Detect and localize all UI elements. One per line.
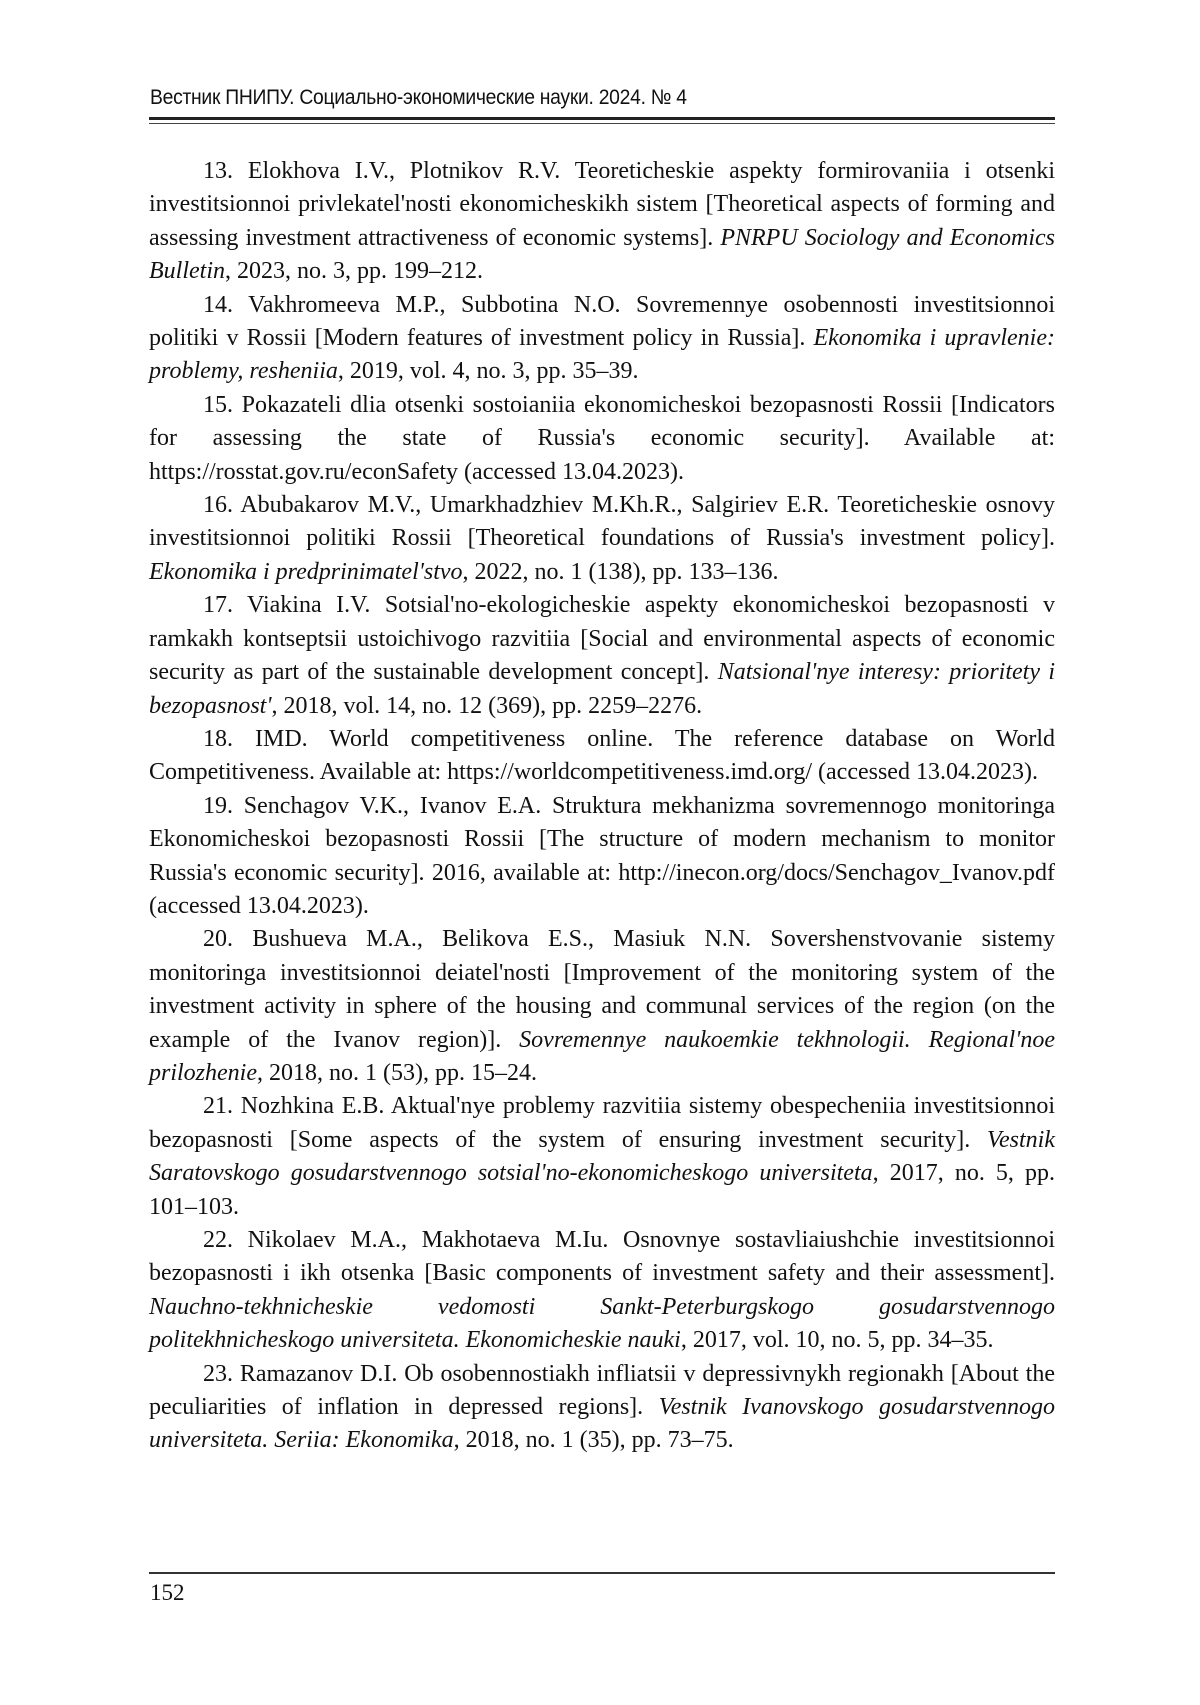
reference-entry [149, 489, 1055, 589]
reference-text: , 2022, no. 1 (138), pp. 133–136. [462, 558, 779, 585]
reference-entry [149, 1224, 1055, 1358]
reference-text: Abubakarov M.V., Umarkhadzhiev M.Kh.R., Salgiriev E.R. Teoreticheskie osnovy investitsionnoi politiki Rossii [Theoretical foundations of Russia's investment policy]. [149, 492, 1055, 552]
reference-text: Viakina I.V. Sotsial'no-ekologicheskie aspekty ekonomicheskoi bezopasnosti v ramkakh kontseptsii ustoichivogo razvitiia [Social and environmental aspects of economic security as part of the sustainable development concept]. [149, 592, 1055, 686]
reference-number: 14. [203, 291, 233, 318]
reference-number: 21. [203, 1093, 233, 1120]
reference-number: 18. [203, 725, 233, 752]
reference-entry [149, 1090, 1055, 1224]
reference-number: 15. [203, 391, 233, 418]
reference-source-title: Ekonomika i upravlenie: problemy, resheniia [149, 325, 1055, 385]
reference-text: Pokazateli dlia otsenki sostoianiia ekonomicheskoi bezopasnosti Rossii [Indicators for assessing the state of Russia's economic security]. Available at: https://rosstat.gov.ru/econSafety (accessed 13.04.2023). [149, 391, 1055, 485]
reference-entry [149, 155, 1055, 289]
reference-number: 19. [203, 792, 233, 819]
reference-text: , 2023, no. 3, pp. 199–212. [224, 258, 483, 285]
running-header: Вестник ПНИПУ. Социально-экономические науки. 2024. № 4 [150, 86, 687, 109]
reference-entry [149, 389, 1055, 489]
reference-text: IMD. World competitiveness online. The reference database on World Competitiveness. Available at: https://worldcompetitiveness.imd.org/ (accessed 13.04.2023). [149, 725, 1055, 786]
reference-text: , 2017, no. 5, pp. 101–103. [149, 1160, 1055, 1220]
reference-number: 22. [203, 1227, 233, 1253]
reference-text: Nozhkina E.B. Aktual'nye problemy razvitiia sistemy obespecheniia investitsionnoi bezopasnosti [Some aspects of the system of ensuring investment security]. [149, 1093, 1055, 1153]
reference-text: , 2017, vol. 10, no. 5, pp. 34–35. [680, 1327, 994, 1354]
footer-rule [149, 1572, 1055, 1574]
reference-entry [149, 1358, 1055, 1458]
reference-source-title: Natsional'nye interesy: prioritety i bezopasnost' [149, 659, 1055, 719]
header-double-rule [149, 117, 1055, 124]
reference-source-title: Ekonomika i predprinimatel'stvo [149, 558, 463, 585]
reference-source-title: Vestnik Saratovskogo gosudarstvennogo sotsial'no-ekonomicheskogo universiteta [149, 1126, 1055, 1187]
reference-text: Vakhromeeva M.P., Subbotina N.O. Sovremennye osobennosti investitsionnoi politiki v Rossii [Modern features of investment policy in Russia]. [149, 291, 1055, 352]
reference-text: Ramazanov D.I. Ob osobennostiakh infliatsii v depressivnykh regionakh [About the peculiarities of inflation in depressed regions]. [149, 1360, 1055, 1421]
reference-text: , 2019, vol. 4, no. 3, pp. 35–39. [337, 358, 639, 385]
reference-entry [149, 723, 1055, 790]
reference-entry [149, 289, 1055, 389]
reference-number: 23. [203, 1360, 233, 1387]
reference-entry [149, 790, 1055, 924]
reference-number: 20. [203, 926, 233, 953]
reference-text: , 2018, no. 1 (35), pp. 73–75. [453, 1427, 734, 1454]
reference-source-title: Nauchno-tekhnicheskie vedomosti Sankt-Peterburgskogo gosudarstvennogo politekhnicheskogo universiteta. Ekonomicheskie nauki [149, 1293, 1055, 1354]
page-number: 152 [150, 1580, 185, 1605]
reference-number: 13. [203, 158, 233, 184]
reference-list [149, 155, 1055, 1458]
reference-source-title: Sovremennye naukoemkie tekhnologii. Regional'noe prilozhenie [149, 1026, 1056, 1086]
reference-text: Bushueva M.A., Belikova E.S., Masiuk N.N. Sovershenstvovanie sistemy monitoringa investitsionnoi deiatel'nosti [Improvement of the monitoring system of the investment activity in sphere of the housing and communal services of the region (on the example of the Ivanov region)]. [149, 926, 1055, 1053]
reference-number: 17. [203, 592, 233, 619]
reference-number: 16. [203, 492, 233, 519]
reference-text: , 2018, vol. 14, no. 12 (369), pp. 2259–2276. [271, 692, 703, 719]
reference-source-title: PNRPU Sociology and Economics Bulletin [149, 224, 1056, 285]
reference-entry [149, 923, 1055, 1090]
reference-text: Senchagov V.K., Ivanov E.A. Struktura mekhanizma sovremennogo monitoringa Ekonomicheskoi bezopasnosti Rossii [The structure of modern mechanism to monitor Russia's economic security]. 2016, available at: http://inecon.org/docs/Senchagov_Ivanov.pdf (accessed 13.04.2023). [149, 792, 1055, 919]
reference-source-title: Vestnik Ivanovskogo gosudarstvennogo universiteta. Seriia: Ekonomika [149, 1394, 1055, 1454]
reference-text: , 2018, no. 1 (53), pp. 15–24. [257, 1059, 537, 1086]
reference-text: Elokhova I.V., Plotnikov R.V. Teoreticheskie aspekty formirovaniia i otsenki investitsionnoi privlekatel'nosti ekonomicheskikh sistem [Theoretical aspects of forming and assessing investment attractiveness of economic systems]. [149, 158, 1055, 251]
reference-entry [149, 589, 1055, 723]
reference-text: Nikolaev M.A., Makhotaeva M.Iu. Osnovnye sostavliaiushchie investitsionnoi bezopasnosti i ikh otsenka [Basic components of investment safety and their assessment]. [149, 1227, 1055, 1287]
